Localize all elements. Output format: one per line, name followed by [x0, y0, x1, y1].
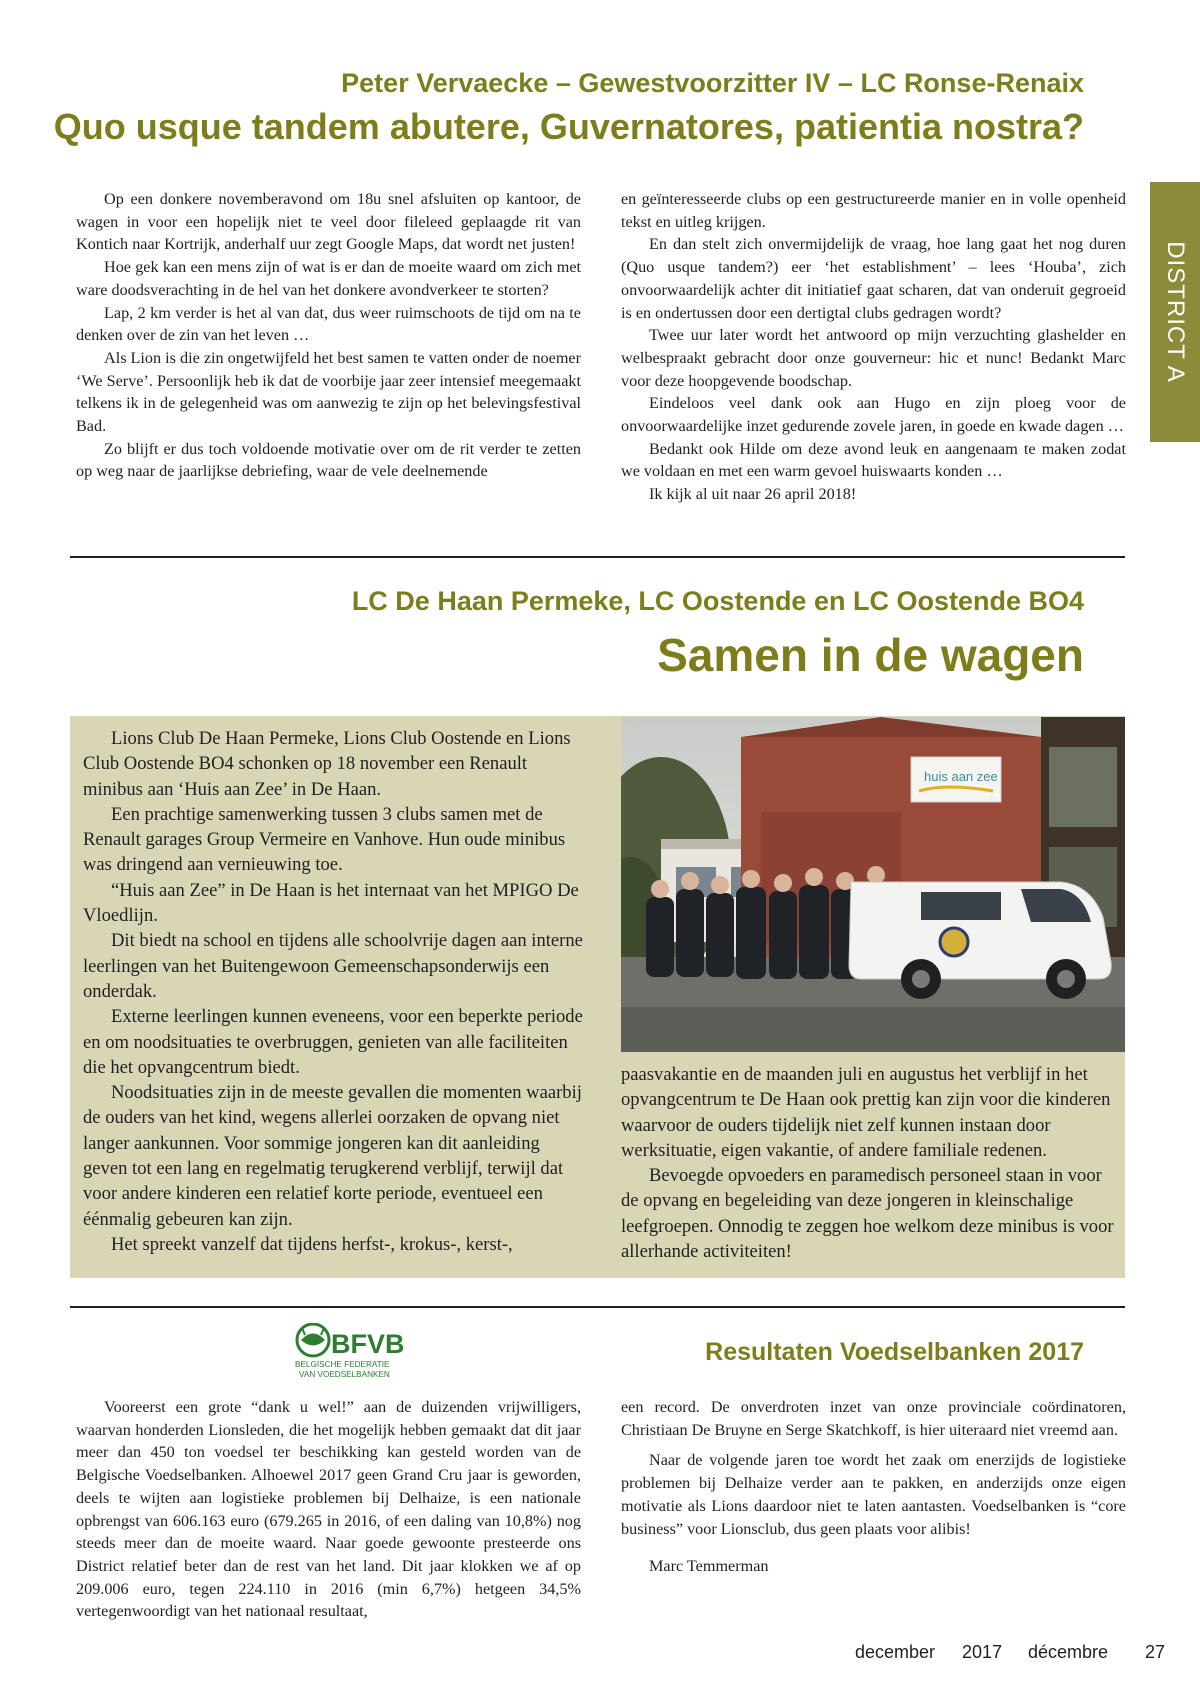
group-photo	[621, 717, 1125, 1052]
district-side-tab	[1150, 182, 1200, 442]
paragraph: paasvakantie en de maanden juli en augustus het verblijf in het opvangcentrum te De Haan ook prettig kan zijn voor die kinderen waarvoor de ouders tijdelijk niet zelf kunnen instaan door werksituatie, eigen vakantie, of andere familiale redenen.	[621, 1064, 1111, 1161]
paragraph: En dan stelt zich onvermijdelijk de vraag, hoe lang gaat het nog duren (Quo usque tandem?) eer ‘het establishment’ – lees ‘Houba’, zich onvoorwaardelijk achter dit initiatief gaat scharen, dat van onderuit gegroeid is en ondertussen door een dertigtal clubs gedragen wordt?	[621, 235, 1126, 322]
paragraph: Lap, 2 km verder is het al van dat, dus weer ruimschoots de tijd om na te denken over de zin van het leven …	[76, 303, 581, 345]
bfvb-logo-subtitle-2: VAN VOEDSELBANKEN	[299, 1370, 390, 1379]
signature: Marc Temmerman	[649, 1557, 769, 1576]
bfvb-logo-text: BFVB	[331, 1329, 405, 1359]
paragraph: Bevoegde opvoeders en paramedisch personeel staan in voor de opvang en begeleiding van deze jongeren in kleinschalige leefgroepen. Onnodig te zeggen hoe welkom deze minibus is voor allerhande activiteiten!	[621, 1165, 1114, 1263]
building-sign-text: huis aan zee	[924, 769, 998, 784]
article-title-2: Samen in de wagen	[657, 629, 1084, 681]
paragraph: Op een donkere novemberavond om 18u snel afsluiten op kantoor, de wagen in voor een hopelijk niet te veel door fileleed geplaagde rit van Kontich naar Kortrijk, anderhalf uur zegt Google Maps, dat wordt net justen!	[76, 190, 581, 254]
article-title-1: Quo usque tandem abutere, Guvernatores, patientia nostra?	[53, 106, 1084, 147]
paragraph: Externe leerlingen kunnen eveneens, voor een beperkte periode en om noodsituaties te overbruggen, genieten van alle faciliteiten die het opvangcentrum biedt.	[83, 1006, 583, 1078]
article-subtitle-1: Peter Vervaecke – Gewestvoorzitter IV – LC Ronse-Renaix	[341, 68, 1084, 98]
bfvb-logo-subtitle-1: BELGISCHE FEDERATIE	[295, 1360, 390, 1369]
paragraph: Het spreekt vanzelf dat tijdens herfst-, krokus-, kerst-,	[111, 1233, 513, 1255]
paragraph: Zo blijft er dus toch voldoende motivatie over om de rit verder te zetten op weg naar de jaarlijkse debriefing, waar de vele deelnemende	[76, 439, 581, 481]
paragraph: Een prachtige samenwerking tussen 3 clubs samen met de Renault garages Group Vermeire en Vanhove. Hun oude minibus was dringend aan vernieuwing toe.	[83, 803, 566, 876]
paragraph: een record. De onverdroten inzet van onze provinciale coördinatoren, Christiaan De Bruyne en Serge Skatchkoff, is hier uiteraard niet vreemd aan.	[621, 1398, 1126, 1439]
article-3-right-column	[621, 1396, 1126, 1578]
paragraph: Ik kijk al uit naar 26 april 2018!	[649, 485, 857, 504]
bfvb-logo	[293, 1323, 423, 1379]
section-divider	[70, 1306, 1125, 1308]
paragraph: Eindeloos veel dank ook aan Hugo en zijn ploeg voor de onvoorwaardelijke inzet gedurende zovele jaren, in goede en kwade dagen …	[621, 394, 1126, 436]
article-2-left-column	[83, 726, 583, 1257]
article-3-left-column	[76, 1396, 581, 1623]
article-title-3: Resultaten Voedselbanken 2017	[705, 1338, 1084, 1366]
article-2-right-column	[621, 1062, 1121, 1264]
article-1-left-column	[76, 188, 581, 483]
paragraph: Lions Club De Haan Permeke, Lions Club Oostende en Lions Club Oostende BO4 schonken op 18 november een Renault minibus aan ‘Huis aan Zee’ in De Haan.	[83, 728, 571, 800]
article-subtitle-2: LC De Haan Permeke, LC Oostende en LC Oostende BO4	[351, 586, 1084, 616]
paragraph: Dit biedt na school en tijdens alle schoolvrije dagen aan interne leerlingen van het Buitengewoon Gemeenschapsonderwijs een onderdak.	[83, 930, 583, 1002]
paragraph: Bedankt ook Hilde om deze avond leuk en aangenaam te maken zodat we voldaan en met een warm gevoel huiswaarts konden …	[621, 439, 1126, 481]
paragraph: Hoe gek kan een mens zijn of wat is er dan de moeite waard om zich met ware doodsverachting in de hel van het donkere avondverkeer te storten?	[76, 258, 581, 299]
paragraph: Vooreerst een grote “dank u wel!” aan de duizenden vrijwilligers, waarvan honderden Lionsleden, die het mogelijk hebben gemaakt dat dit jaar meer dan 450 ton voedsel ter beschikking kan gesteld worden van de Belgische Voedselbanken. Alhoewel 2017 geen Grand Cru jaar is geworden, deels te wijten aan logistieke problemen bij Delhaize, is een nationale opbrengst van 606.163 euro (679.265 in 2016, of een daling van 10,8%) nog steeds meer dan de moeite waard. Naar goede gewoonte presteerde ons District relatief beter dan de rest van het land. Dit jaar klokken we af op 209.006 euro, tegen 224.110 in 2016 (min 6,7%) hetgeen 34,5% vertegenwoordigt van het nationaal resultaat,	[76, 1398, 581, 1621]
article-1-right-column	[621, 188, 1126, 506]
footer-month-fr: décembre	[1028, 1642, 1109, 1662]
footer-year: 2017	[962, 1642, 1003, 1662]
paragraph: Als Lion is die zin ongetwijfeld het best samen te vatten onder de noemer ‘We Serve’. Persoonlijk heb ik dat de voorbije jaar zeer intensief meegemaakt telkens ik in de gelegenheid was om aanwezig te zijn op het belevingsfestival Bad.	[76, 348, 581, 436]
district-tab-label: DISTRICT A	[1162, 241, 1189, 383]
paragraph: en geïnteresseerde clubs op een gestructureerde manier en in volle openheid tekst en uitleg krijgen.	[621, 190, 1126, 231]
footer-month-nl: december	[855, 1642, 936, 1662]
group-photo-illustration	[621, 717, 1125, 1052]
paragraph: Naar de volgende jaren toe wordt het zaak om enerzijds de logistieke problemen bij Delhaize verder aan te pakken, en anderzijds onze eigen motivatie als Lions daardoor niet te laten aantasten. Voedselbanken is “core business” voor Lionsclub, dus geen plaats voor alibis!	[621, 1451, 1126, 1538]
paragraph: “Huis aan Zee” in De Haan is het internaat van het MPIGO De Vloedlijn.	[83, 879, 579, 927]
paragraph: Twee uur later wordt het antwoord op mijn verzuchting glashelder en welbespraakt gebracht door onze gouverneur: hic et nunc! Bedankt Marc voor deze hoopgevende boodschap.	[621, 326, 1126, 390]
page-number: 27	[1145, 1642, 1166, 1662]
bfvb-logo-mark	[293, 1323, 423, 1379]
section-divider	[70, 556, 1125, 558]
paragraph: Noodsituaties zijn in de meeste gevallen die momenten waarbij de ouders van het kind, wegens allerlei oorzaken de opvang niet langer aankunnen. Voor sommige jongeren kan dit aanleiding geven tot een lang en regelmatig terugkerend verblijf, terwijl dat voor andere kinderen een relatief korte periode, eventueel een éénmalig gebeuren kan zijn.	[83, 1082, 582, 1230]
